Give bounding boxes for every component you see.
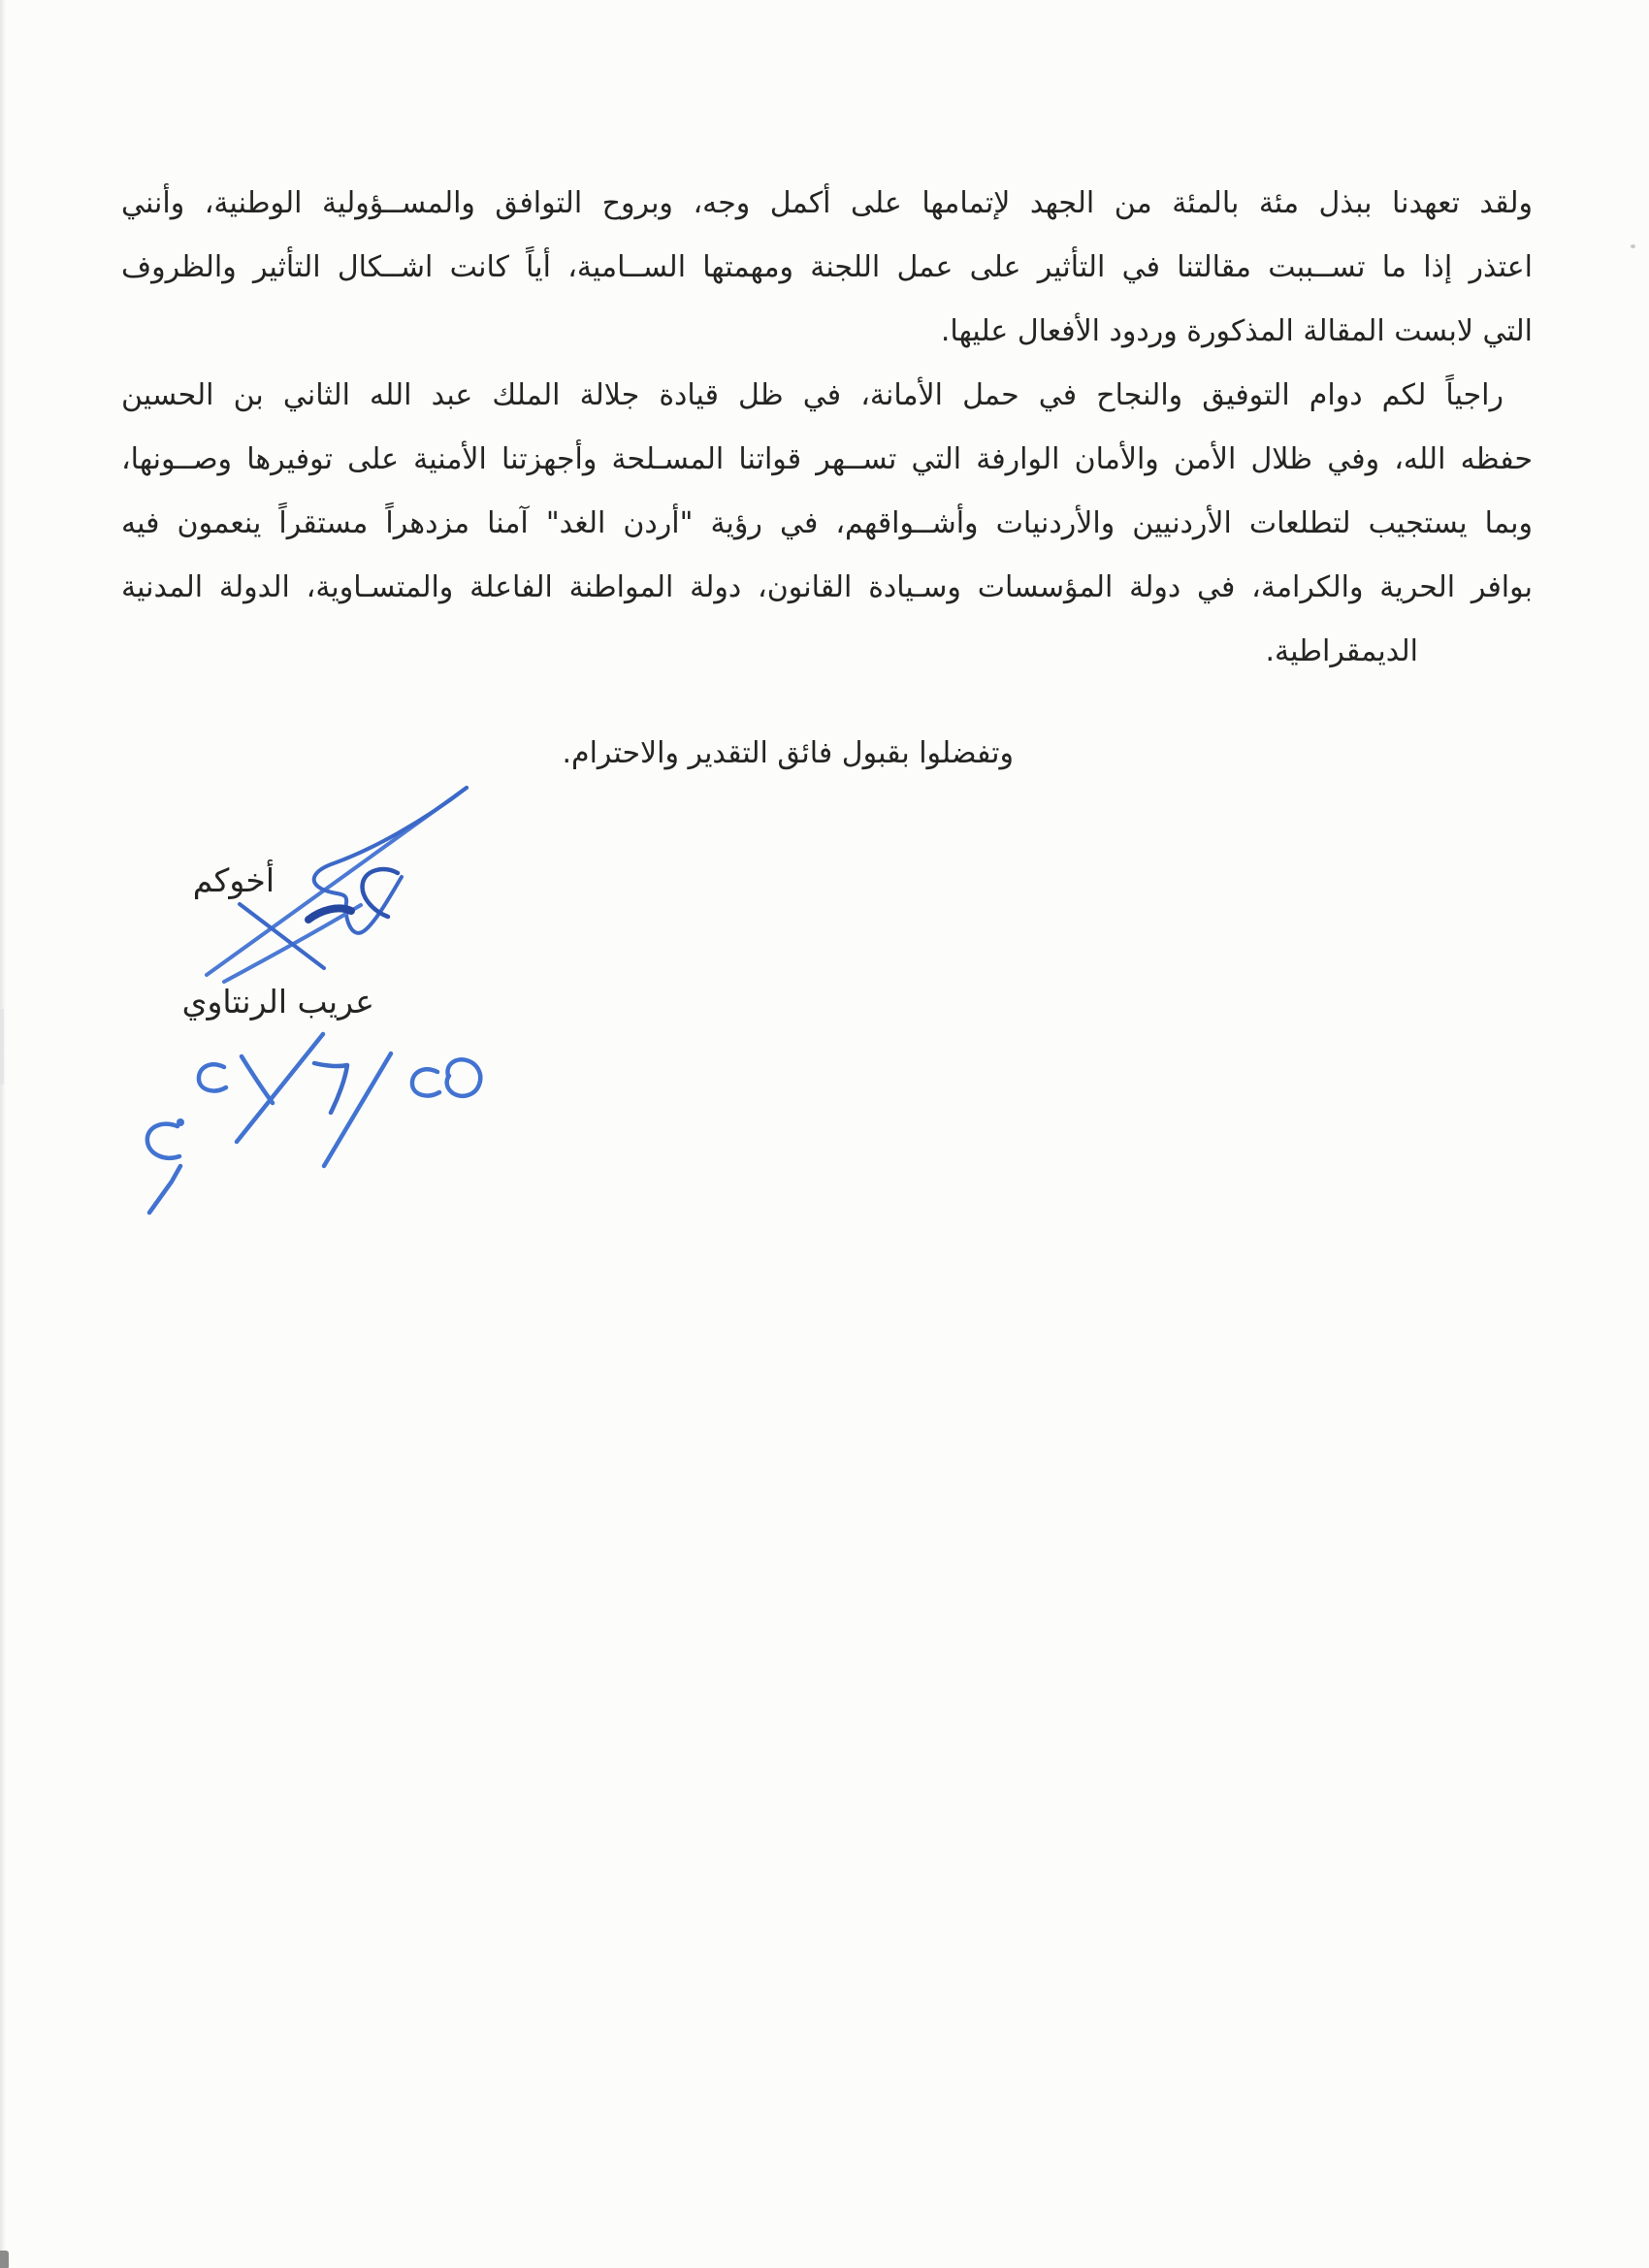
scan-dust-speck (1631, 244, 1635, 248)
paragraph1-line2: اعتذر إذا ما تســببت مقالتنا في التأثير على عمل اللجنة ومهمتها الســامية، أياً كانت اشــكال التأثير والظروف (121, 250, 1533, 284)
scan-edge-smudge (0, 1009, 4, 1085)
scan-left-edge-shading (0, 0, 6, 2268)
paragraph2-line3: وبما يستجيب لتطلعات الأردنيين والأردنيات وأشــواقهم، في رؤية "أردن الغد" آمنا مزدهراً مستقراً ينعمون فيه (121, 506, 1533, 540)
paragraph2-line2: حفظه الله، وفي ظلال الأمن والأمان الوارفة التي تســهر قواتنا المسـلحة وأجهزتنا الأمنية على توفيرها وصــونها، (121, 442, 1533, 476)
scan-corner-artifact (0, 2251, 9, 2268)
paragraph1-line1: ولقد تعهدنا ببذل مئة بالمئة من الجهد لإتمامها على أكمل وجه، وبروح التوافق والمســؤولية الوطنية، وأنني (121, 186, 1533, 220)
paragraph2-line1: راجياً لكم دوام التوفيق والنجاح في حمل الأمانة، في ظل قيادة جلالة الملك عبد الله الثاني بن الحسين (121, 378, 1504, 412)
paragraph1-line3: التي لابست المقالة المذكورة وردود الأفعال عليها. (940, 314, 1533, 348)
handwritten-date (131, 1023, 529, 1227)
signoff-label: أخوكم (192, 861, 275, 899)
closing-salutation: وتفضلوا بقبول فائق التقدير والاحترام. (562, 736, 1014, 770)
signer-name: عريب الرنتاوي (181, 983, 374, 1021)
handwritten-signature (194, 771, 485, 989)
letter-body (121, 172, 1533, 684)
paragraph2-line4: بوافر الحرية والكرامة، في دولة المؤسسات وسـيادة القانون، دولة المواطنة الفاعلة والمتسـاوية، الدولة المدنية (121, 570, 1533, 604)
paragraph2-line5: الديمقراطية. (1265, 634, 1418, 668)
